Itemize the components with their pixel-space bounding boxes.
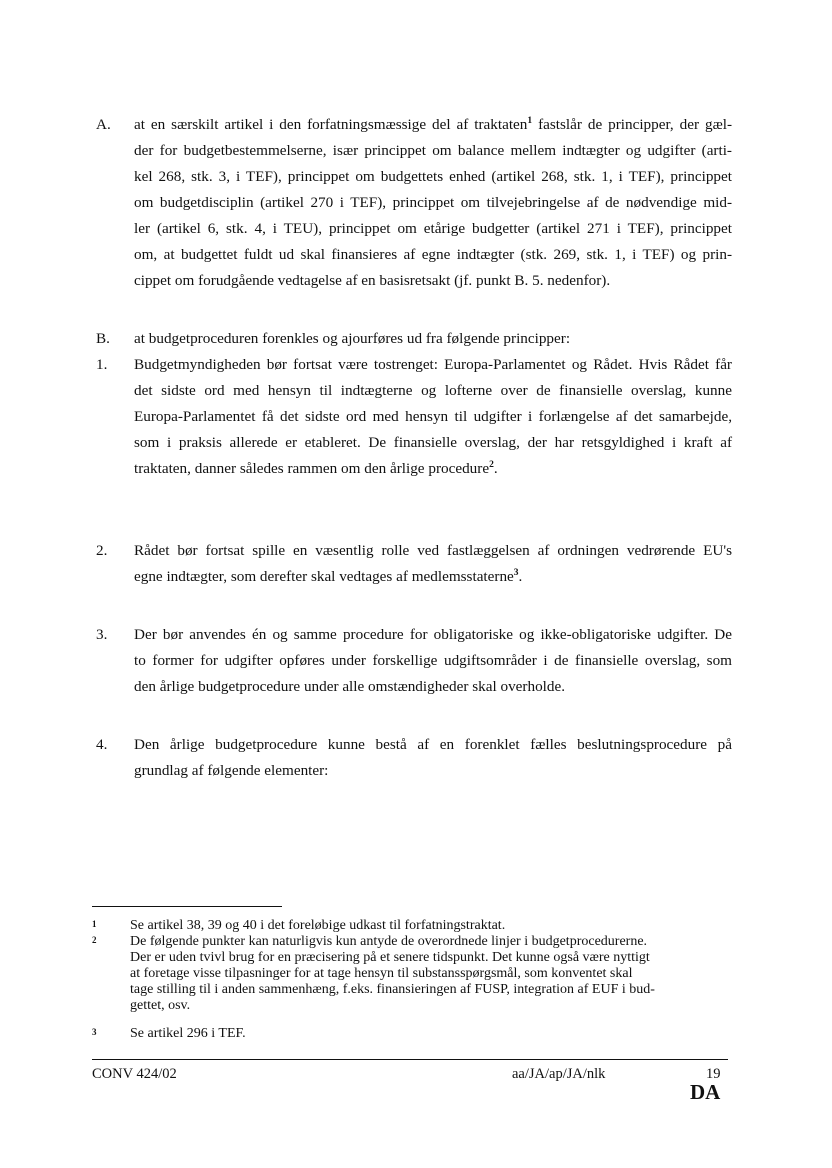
line-text-continued: . xyxy=(518,568,523,585)
line-text: traktaten, danner således rammen om den årlige procedure xyxy=(134,460,490,477)
line-text: der for budgetbestemmelserne, især princippet om balance mellem indtægter og udgifter (arti- xyxy=(134,142,732,159)
line-text: Europa-Parlamentet få det sidste ord med hensyn til udgifter i forlængelse af det samarbejde, xyxy=(134,408,732,425)
line-text: grundlag af følgende elementer: xyxy=(134,762,329,779)
text-line xyxy=(134,326,732,352)
footnote-text xyxy=(130,1026,728,1042)
text-line xyxy=(134,112,732,138)
paragraph-label: 2. xyxy=(96,542,108,559)
line-text: cippet om forudgående vedtagelse af en basisretsakt (jf. punkt B. 5. nedenfor). xyxy=(134,272,611,289)
line-text: den årlige budgetprocedure under alle omstændigheder skal overholde. xyxy=(134,678,566,695)
text-line xyxy=(134,164,732,190)
footnote-line: tage stilling til i anden sammenhæng, f.eks. finansieringen af FUSP, integration af EUF i bud- xyxy=(130,982,655,997)
paragraph-text xyxy=(134,732,732,784)
line-text: om budgetdisciplin (artikel 270 i TEF), princippet om tilvejebringelse af de nødvendige mid- xyxy=(134,194,732,211)
paragraph-text xyxy=(134,326,732,352)
line-text-continued: . xyxy=(493,460,498,477)
footnote-line: Der er uden tvivl brug for en præcisering på et senere tidspunkt. Det kunne også være nyttigt xyxy=(130,950,650,965)
text-line xyxy=(134,190,732,216)
text-line xyxy=(134,138,732,164)
line-text-continued: fastslår de principper, der gæl- xyxy=(532,116,732,133)
text-line xyxy=(134,378,732,404)
line-text: to former for udgifter opføres under forskellige udgiftsområder i de finansielle overslag, som xyxy=(134,652,732,669)
footnote-reference[interactable]: 3 xyxy=(513,568,519,578)
footer-initials: aa/JA/ap/JA/nlk xyxy=(512,1066,606,1082)
text-line xyxy=(134,404,732,430)
paragraph-text xyxy=(134,352,732,482)
text-line xyxy=(134,648,732,674)
paragraph-text xyxy=(134,622,732,700)
line-text: om, at budgettet fuldt ud skal finansieres af egne indtægter (stk. 269, stk. 1, i TEF) og prin- xyxy=(134,246,732,263)
footer-document-reference: CONV 424/02 xyxy=(92,1066,177,1082)
text-line xyxy=(134,216,732,242)
line-text: Rådet bør fortsat spille en væsentlig rolle ved fastlæggelsen af ordningen vedrørende EU's xyxy=(134,542,732,559)
line-text: Den årlige budgetprocedure kunne bestå af en forenklet fælles beslutningsprocedure på xyxy=(134,736,732,753)
line-text: at budgetproceduren forenkles og ajourføres ud fra følgende principper: xyxy=(134,330,571,347)
footnote-number: 1 xyxy=(92,919,97,929)
paragraph-text xyxy=(134,112,732,294)
paragraph-label: B. xyxy=(96,330,110,347)
text-line xyxy=(134,732,732,758)
line-text: kel 268, stk. 3, i TEF), princippet om budgettets enhed (artikel 268, stk. 1, i TEF), princippet xyxy=(134,168,732,185)
footnote-text xyxy=(130,918,728,934)
footnote-separator xyxy=(92,906,282,907)
line-text: Der bør anvendes én og samme procedure for obligatoriske og ikke-obligatoriske udgifter. De xyxy=(134,626,732,643)
footnote-number: 2 xyxy=(92,935,97,945)
footnote-line: Se artikel 38, 39 og 40 i det foreløbige udkast til forfatningstraktat. xyxy=(130,918,506,933)
text-line xyxy=(134,674,732,700)
line-text: Budgetmyndigheden bør fortsat være tostrenget: Europa-Parlamentet og Rådet. Hvis Rådet får xyxy=(134,356,732,373)
line-text: det sidste ord med hensyn til indtægterne og lofterne over de finansielle overslag, kunne xyxy=(134,382,732,399)
text-line xyxy=(134,456,732,482)
footnote-line: Se artikel 296 i TEF. xyxy=(130,1026,246,1041)
text-line xyxy=(134,622,732,648)
paragraph-label: 1. xyxy=(96,356,108,373)
text-line xyxy=(134,564,732,590)
line-text: egne indtægter, som derefter skal vedtages af medlemsstaterne xyxy=(134,568,514,585)
text-line xyxy=(134,538,732,564)
footnote-reference[interactable]: 2 xyxy=(489,460,494,470)
footnote-number: 3 xyxy=(92,1027,97,1037)
footnote-reference[interactable]: 1 xyxy=(527,116,533,126)
paragraph-label: 4. xyxy=(96,736,108,753)
footer-language-code: DA xyxy=(690,1080,721,1104)
footer-separator xyxy=(92,1059,728,1060)
line-text: at en særskilt artikel i den forfatningsmæssige del af traktaten xyxy=(134,116,528,133)
footnote-line: De følgende punkter kan naturligvis kun antyde de overordnede linjer i budgetprocedurerne. xyxy=(130,934,648,949)
text-line xyxy=(134,430,732,456)
text-line xyxy=(134,242,732,268)
paragraph-text xyxy=(134,538,732,590)
paragraph-label: 3. xyxy=(96,626,108,643)
paragraph-label: A. xyxy=(96,116,111,133)
text-line xyxy=(134,758,732,784)
footnote-line: at foretage visse tilpasninger for at tage hensyn til substansspørgsmål, som konventet skal xyxy=(130,966,633,981)
line-text: som i praksis allerede er etableret. De finansielle overslag, der har retsgyldighed i kraft af xyxy=(134,434,732,451)
text-line xyxy=(134,352,732,378)
line-text: ler (artikel 6, stk. 4, i TEU), princippet om etårige budgetter (artikel 271 i TEF), princippet xyxy=(134,220,732,237)
footnote-text xyxy=(130,934,728,1014)
footer-page-number: 19 xyxy=(706,1066,721,1082)
footnote-line: gettet, osv. xyxy=(130,998,191,1013)
text-line xyxy=(134,268,732,294)
